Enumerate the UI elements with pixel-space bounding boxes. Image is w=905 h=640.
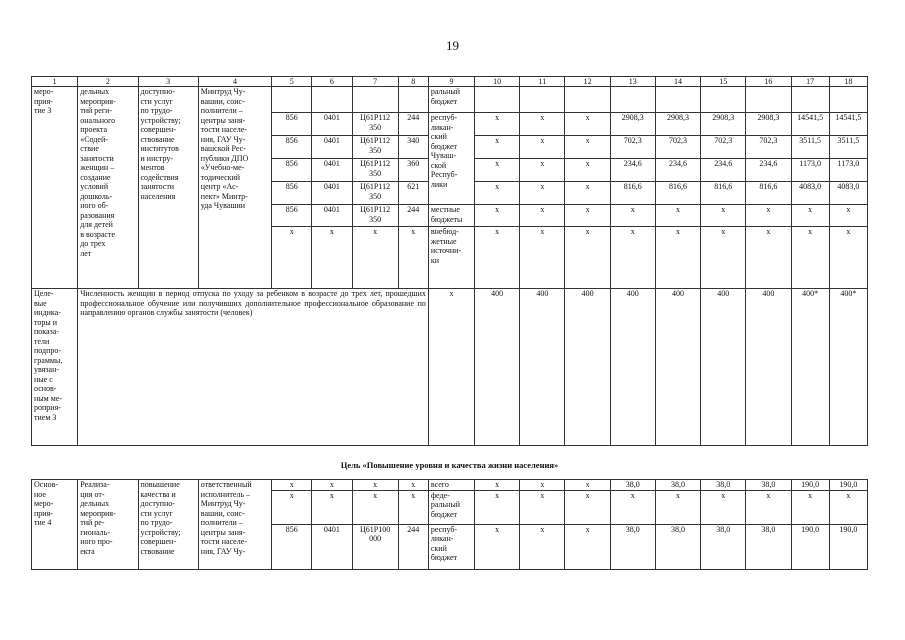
code-gp-cell: x bbox=[272, 480, 312, 491]
code-gp-cell: 856 bbox=[272, 113, 312, 136]
code-section-cell: x bbox=[312, 480, 352, 491]
event-description-cell: дельных мероприя- тий реги- онального проекта «Содей- ствие занятости женщин – создание условий дошколь- ного об- разования для детей в возрасте до трех лет bbox=[78, 87, 138, 289]
value-cell bbox=[655, 87, 700, 113]
value-cell: 234,6 bbox=[701, 159, 746, 182]
value-cell: x bbox=[475, 113, 520, 136]
code-section-cell bbox=[312, 87, 352, 113]
code-target-cell: x bbox=[352, 480, 398, 491]
indicator-value-cell: 400 bbox=[701, 289, 746, 446]
value-cell: 816,6 bbox=[610, 182, 655, 205]
value-cell: 4083,0 bbox=[791, 182, 829, 205]
code-target-cell: x bbox=[352, 490, 398, 524]
value-cell: 702,3 bbox=[746, 136, 791, 159]
table-row bbox=[32, 87, 868, 113]
column-header: 2 bbox=[78, 77, 138, 87]
value-cell: x bbox=[829, 227, 867, 289]
value-cell: 816,6 bbox=[746, 182, 791, 205]
value-cell: x bbox=[475, 205, 520, 227]
code-expense-cell: 244 bbox=[398, 524, 428, 569]
event-goal-cell: повышение качества и доступно- сти услуг по трудо- устройству; совершен- ствование bbox=[138, 480, 198, 570]
value-cell: x bbox=[610, 205, 655, 227]
table-row bbox=[32, 77, 868, 87]
table-row bbox=[32, 480, 868, 491]
value-cell: 14541,5 bbox=[791, 113, 829, 136]
indicator-value-cell: 400 bbox=[655, 289, 700, 446]
value-cell: x bbox=[746, 490, 791, 524]
event-name-cell: Основ- ное меро- прия- тие 4 bbox=[32, 480, 78, 570]
value-cell: x bbox=[610, 490, 655, 524]
page-number: 19 bbox=[446, 38, 459, 53]
value-cell: 14541,5 bbox=[829, 113, 867, 136]
code-gp-cell: 856 bbox=[272, 205, 312, 227]
value-cell: x bbox=[520, 136, 565, 159]
value-cell: x bbox=[520, 524, 565, 569]
indicator-value-cell: 400 bbox=[520, 289, 565, 446]
value-cell: 1173,0 bbox=[791, 159, 829, 182]
code-section-cell: x bbox=[312, 490, 352, 524]
value-cell bbox=[701, 87, 746, 113]
funding-source-cell: респуб- ликан- ский бюджет Чуваш- ской Респуб- лики bbox=[428, 113, 474, 205]
code-target-cell: x bbox=[352, 227, 398, 289]
code-expense-cell: x bbox=[398, 227, 428, 289]
value-cell: x bbox=[655, 205, 700, 227]
value-cell: x bbox=[520, 113, 565, 136]
executor-cell: Минтруд Чу- вашии, соис- полнители – центры заня- тости населе- ния, ГАУ Чу- вашской Рес- публики ДПО «Учебно-ме- тодический центр «Ас- пект» Минтр- уда Чувашии bbox=[198, 87, 271, 289]
code-gp-cell bbox=[272, 87, 312, 113]
value-cell bbox=[520, 87, 565, 113]
value-cell: 816,6 bbox=[655, 182, 700, 205]
value-cell: x bbox=[791, 227, 829, 289]
funding-source-cell: респуб- ликан- ский бюджет bbox=[428, 524, 474, 569]
value-cell: x bbox=[565, 524, 610, 569]
column-header: 6 bbox=[312, 77, 352, 87]
value-cell bbox=[829, 87, 867, 113]
value-cell: 2908,3 bbox=[701, 113, 746, 136]
code-expense-cell: 244 bbox=[398, 205, 428, 227]
value-cell: x bbox=[701, 490, 746, 524]
value-cell: x bbox=[520, 182, 565, 205]
indicator-source-cell: x bbox=[428, 289, 474, 446]
value-cell: x bbox=[791, 490, 829, 524]
funding-source-cell: всего bbox=[428, 480, 474, 491]
value-cell: x bbox=[829, 205, 867, 227]
goal-heading: Цель «Повышение уровня и качества жизни населения» bbox=[340, 460, 559, 470]
indicator-value-cell: 400 bbox=[565, 289, 610, 446]
value-cell: x bbox=[701, 227, 746, 289]
column-header: 14 bbox=[655, 77, 700, 87]
column-header: 1 bbox=[32, 77, 78, 87]
column-header: 16 bbox=[746, 77, 791, 87]
indicator-label-cell: Целе- вые индика- торы и показа- тели подпро- граммы, увязан- ные с основ- ным ме- роприя- тием 3 bbox=[32, 289, 78, 446]
code-gp-cell: x bbox=[272, 490, 312, 524]
value-cell: 1173,0 bbox=[829, 159, 867, 182]
code-expense-cell: 244 bbox=[398, 113, 428, 136]
value-cell: 38,0 bbox=[655, 524, 700, 569]
value-cell: x bbox=[520, 480, 565, 491]
value-cell: x bbox=[610, 227, 655, 289]
indicator-value-cell: 400 bbox=[746, 289, 791, 446]
value-cell: x bbox=[565, 159, 610, 182]
event-description-cell: Реализа- ция от- дельных мероприя- тий ре- гиональ- ного про- екта bbox=[78, 480, 138, 570]
value-cell: 190,0 bbox=[791, 524, 829, 569]
column-header: 10 bbox=[475, 77, 520, 87]
event-name-cell: меро- прия- тие 3 bbox=[32, 87, 78, 289]
funding-source-cell: местные бюджеты bbox=[428, 205, 474, 227]
column-header: 15 bbox=[701, 77, 746, 87]
code-target-cell: Ц61Р112 350 bbox=[352, 113, 398, 136]
indicator-value-cell: 400 bbox=[475, 289, 520, 446]
indicator-text-cell: Численность женщин в период отпуска по уходу за ребенком в возрасте до трех лет, прошедших профессиональное обучение или получивших дополнительное профессиональное образование по направлению органов службы занятости (человек) bbox=[78, 289, 429, 446]
code-target-cell: Ц61Р112 350 bbox=[352, 182, 398, 205]
column-header: 4 bbox=[198, 77, 271, 87]
code-target-cell: Ц61Р112 350 bbox=[352, 205, 398, 227]
code-expense-cell: x bbox=[398, 490, 428, 524]
column-header: 18 bbox=[829, 77, 867, 87]
value-cell: x bbox=[475, 182, 520, 205]
value-cell: x bbox=[475, 227, 520, 289]
value-cell: x bbox=[565, 136, 610, 159]
code-section-cell: 0401 bbox=[312, 113, 352, 136]
column-header: 17 bbox=[791, 77, 829, 87]
value-cell: x bbox=[746, 205, 791, 227]
value-cell: 2908,3 bbox=[746, 113, 791, 136]
code-expense-cell: 340 bbox=[398, 136, 428, 159]
value-cell: 3511,5 bbox=[829, 136, 867, 159]
funding-source-cell: внебюд- жетные источни- ки bbox=[428, 227, 474, 289]
value-cell: 38,0 bbox=[610, 524, 655, 569]
value-cell: x bbox=[791, 205, 829, 227]
indicator-value-cell: 400* bbox=[829, 289, 867, 446]
value-cell: x bbox=[475, 524, 520, 569]
budget-table-part-1 bbox=[31, 76, 868, 446]
value-cell: 816,6 bbox=[701, 182, 746, 205]
column-header: 12 bbox=[565, 77, 610, 87]
value-cell bbox=[791, 87, 829, 113]
code-gp-cell: 856 bbox=[272, 182, 312, 205]
value-cell bbox=[475, 87, 520, 113]
value-cell: 234,6 bbox=[655, 159, 700, 182]
value-cell: 38,0 bbox=[701, 524, 746, 569]
column-header: 13 bbox=[610, 77, 655, 87]
value-cell: 702,3 bbox=[655, 136, 700, 159]
table-row bbox=[32, 289, 868, 446]
value-cell: x bbox=[701, 205, 746, 227]
code-target-cell bbox=[352, 87, 398, 113]
value-cell bbox=[746, 87, 791, 113]
value-cell bbox=[610, 87, 655, 113]
funding-source-cell: феде- ральный бюджет bbox=[428, 490, 474, 524]
value-cell: 38,0 bbox=[655, 480, 700, 491]
code-section-cell: 0401 bbox=[312, 159, 352, 182]
code-expense-cell bbox=[398, 87, 428, 113]
value-cell: x bbox=[829, 490, 867, 524]
value-cell: x bbox=[565, 205, 610, 227]
value-cell: x bbox=[520, 227, 565, 289]
value-cell: x bbox=[565, 113, 610, 136]
value-cell: x bbox=[520, 205, 565, 227]
value-cell: 190,0 bbox=[791, 480, 829, 491]
column-header: 9 bbox=[428, 77, 474, 87]
column-header: 7 bbox=[352, 77, 398, 87]
column-header: 11 bbox=[520, 77, 565, 87]
value-cell: 190,0 bbox=[829, 524, 867, 569]
indicator-value-cell: 400 bbox=[610, 289, 655, 446]
value-cell: 702,3 bbox=[701, 136, 746, 159]
value-cell: x bbox=[520, 490, 565, 524]
code-gp-cell: x bbox=[272, 227, 312, 289]
value-cell: 38,0 bbox=[746, 480, 791, 491]
value-cell: 702,3 bbox=[610, 136, 655, 159]
value-cell: x bbox=[565, 182, 610, 205]
code-target-cell: Ц61Р100 000 bbox=[352, 524, 398, 569]
column-header: 8 bbox=[398, 77, 428, 87]
value-cell: x bbox=[746, 227, 791, 289]
column-header: 5 bbox=[272, 77, 312, 87]
value-cell: 38,0 bbox=[610, 480, 655, 491]
value-cell: x bbox=[475, 490, 520, 524]
value-cell: x bbox=[475, 159, 520, 182]
value-cell: 2908,3 bbox=[655, 113, 700, 136]
event-goal-cell: доступно- сти услуг по трудо- устройству; совершен- ствование институтов и инстру- ментов содействия занятости населения bbox=[138, 87, 198, 289]
value-cell: 38,0 bbox=[701, 480, 746, 491]
code-expense-cell: x bbox=[398, 480, 428, 491]
value-cell: 2908,3 bbox=[610, 113, 655, 136]
budget-table-part-2 bbox=[31, 479, 868, 570]
code-gp-cell: 856 bbox=[272, 136, 312, 159]
code-gp-cell: 856 bbox=[272, 159, 312, 182]
value-cell: x bbox=[475, 136, 520, 159]
value-cell: 190,0 bbox=[829, 480, 867, 491]
indicator-value-cell: 400* bbox=[791, 289, 829, 446]
value-cell: 38,0 bbox=[746, 524, 791, 569]
value-cell: x bbox=[565, 480, 610, 491]
code-section-cell: 0401 bbox=[312, 136, 352, 159]
value-cell: x bbox=[565, 490, 610, 524]
value-cell: x bbox=[655, 490, 700, 524]
value-cell: x bbox=[475, 480, 520, 491]
executor-cell: ответственный исполнитель – Минтруд Чу- вашии, соис- полнители – центры заня- тости населе- ния, ГАУ Чу- bbox=[198, 480, 271, 570]
code-section-cell: 0401 bbox=[312, 182, 352, 205]
code-gp-cell: 856 bbox=[272, 524, 312, 569]
code-expense-cell: 621 bbox=[398, 182, 428, 205]
code-section-cell: x bbox=[312, 227, 352, 289]
value-cell: x bbox=[655, 227, 700, 289]
value-cell: 234,6 bbox=[610, 159, 655, 182]
code-target-cell: Ц61Р112 350 bbox=[352, 159, 398, 182]
funding-source-cell: ральный бюджет bbox=[428, 87, 474, 113]
value-cell: x bbox=[520, 159, 565, 182]
code-target-cell: Ц61Р112 350 bbox=[352, 136, 398, 159]
value-cell: 3511,5 bbox=[791, 136, 829, 159]
code-section-cell: 0401 bbox=[312, 205, 352, 227]
value-cell bbox=[565, 87, 610, 113]
value-cell: 234,6 bbox=[746, 159, 791, 182]
table-1-body bbox=[32, 77, 868, 446]
table-2-body bbox=[32, 480, 868, 570]
value-cell: 4083,0 bbox=[829, 182, 867, 205]
value-cell: x bbox=[565, 227, 610, 289]
code-expense-cell: 360 bbox=[398, 159, 428, 182]
code-section-cell: 0401 bbox=[312, 524, 352, 569]
column-header: 3 bbox=[138, 77, 198, 87]
